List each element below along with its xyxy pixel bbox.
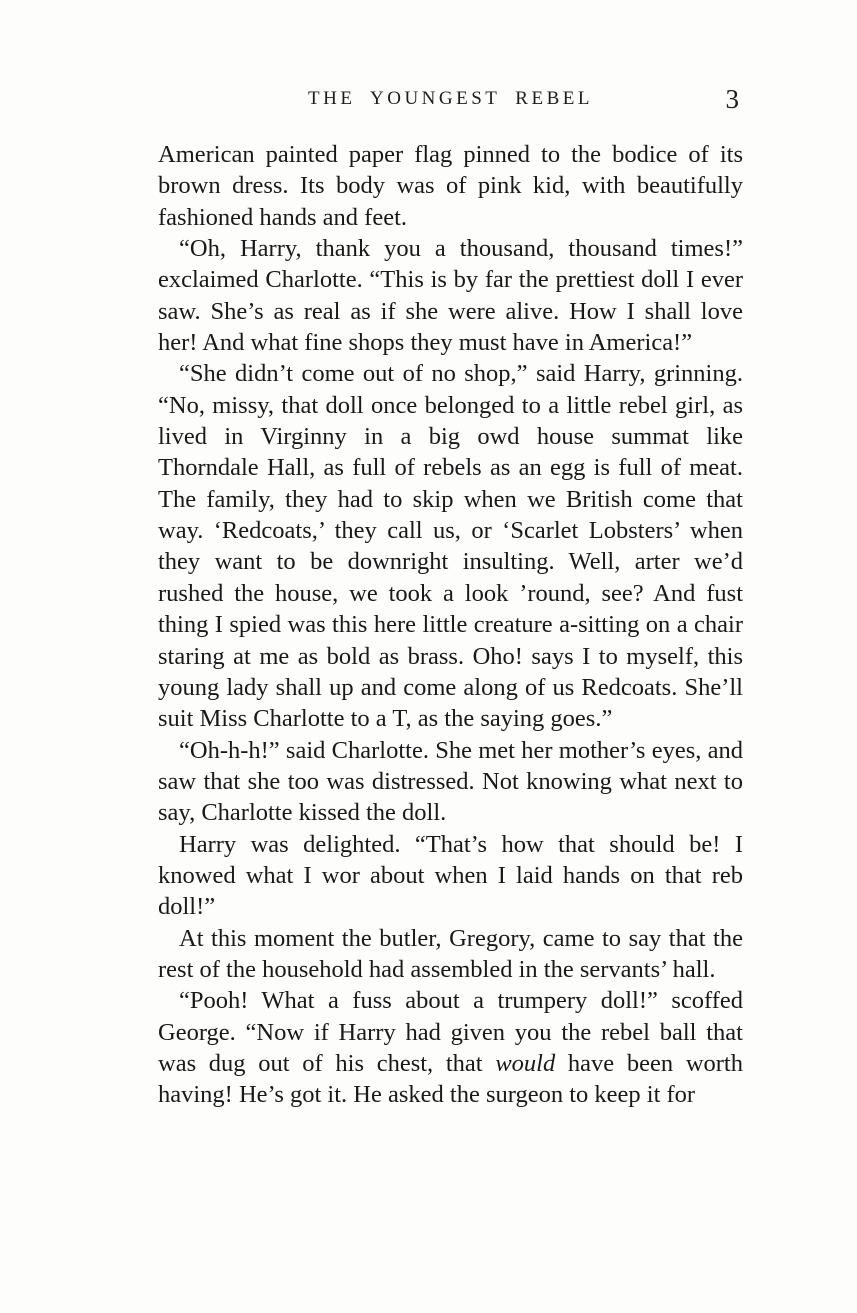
text-run: “Oh, Harry, thank you a thousand, thousand times!” exclaimed Charlotte. “This is by far the prettiest doll I ever saw. She’s as real as if she were alive. How I shall love her! And what fine shops they must have in America!” [158, 235, 743, 357]
paragraph [158, 985, 743, 1110]
text-run: have been worth having! He’s got it. He asked the surgeon to keep it for [158, 1049, 743, 1109]
text-run: “She didn’t come out of no shop,” said Harry, grinning. “No, missy, that doll once belonged to a little rebel girl, as lived in Virginny in a big owd house summat like Thorndale Hall, as full of rebels as an egg is full of meat. The family, they had to skip when we British come that way. ‘Redcoats,’ they call us, or ‘Scarlet Lobsters’ when they want to be downright insulting. Well, arter we’d rushed the house, we took a look ’round, see? And fust thing I spied was this here little creature a-sitting on a chair staring at me as bold as brass. Oho! says I to myself, this young lady shall up and come along of us Redcoats. She’ll suit Miss Charlotte to a T, as the saying goes.” [158, 360, 743, 733]
paragraph [158, 233, 743, 358]
page-number: 3 [725, 84, 739, 114]
page-body [158, 139, 743, 1111]
text-run: Harry was delighted. “That’s how that should be! I knowed what I wor about when I laid hands on that reb doll!” [158, 830, 743, 921]
text-run: “Oh-h-h!” said Charlotte. She met her mother’s eyes, and saw that she too was distressed. Not knowing what next to say, Charlotte kissed the doll. [158, 736, 743, 827]
italic-text-run: would [495, 1049, 556, 1077]
text-run: At this moment the butler, Gregory, came to say that the rest of the household had assembled in the servants’ hall. [158, 924, 743, 983]
running-header-title: THE YOUNGEST REBEL [308, 88, 593, 109]
page-header [158, 84, 743, 114]
text-run: American painted paper flag pinned to the bodice of its brown dress. Its body was of pink kid, with beautifully fashioned hands and feet. [158, 141, 743, 231]
paragraph [158, 923, 743, 986]
text-run: “Pooh! What a fuss about a trumpery doll!” scoffed George. “Now if Harry had given you the rebel ball that was dug out of his chest, that [158, 987, 743, 1077]
paragraph [158, 735, 743, 829]
paragraph [158, 358, 743, 734]
paragraph [158, 829, 743, 923]
paragraph [158, 139, 743, 233]
